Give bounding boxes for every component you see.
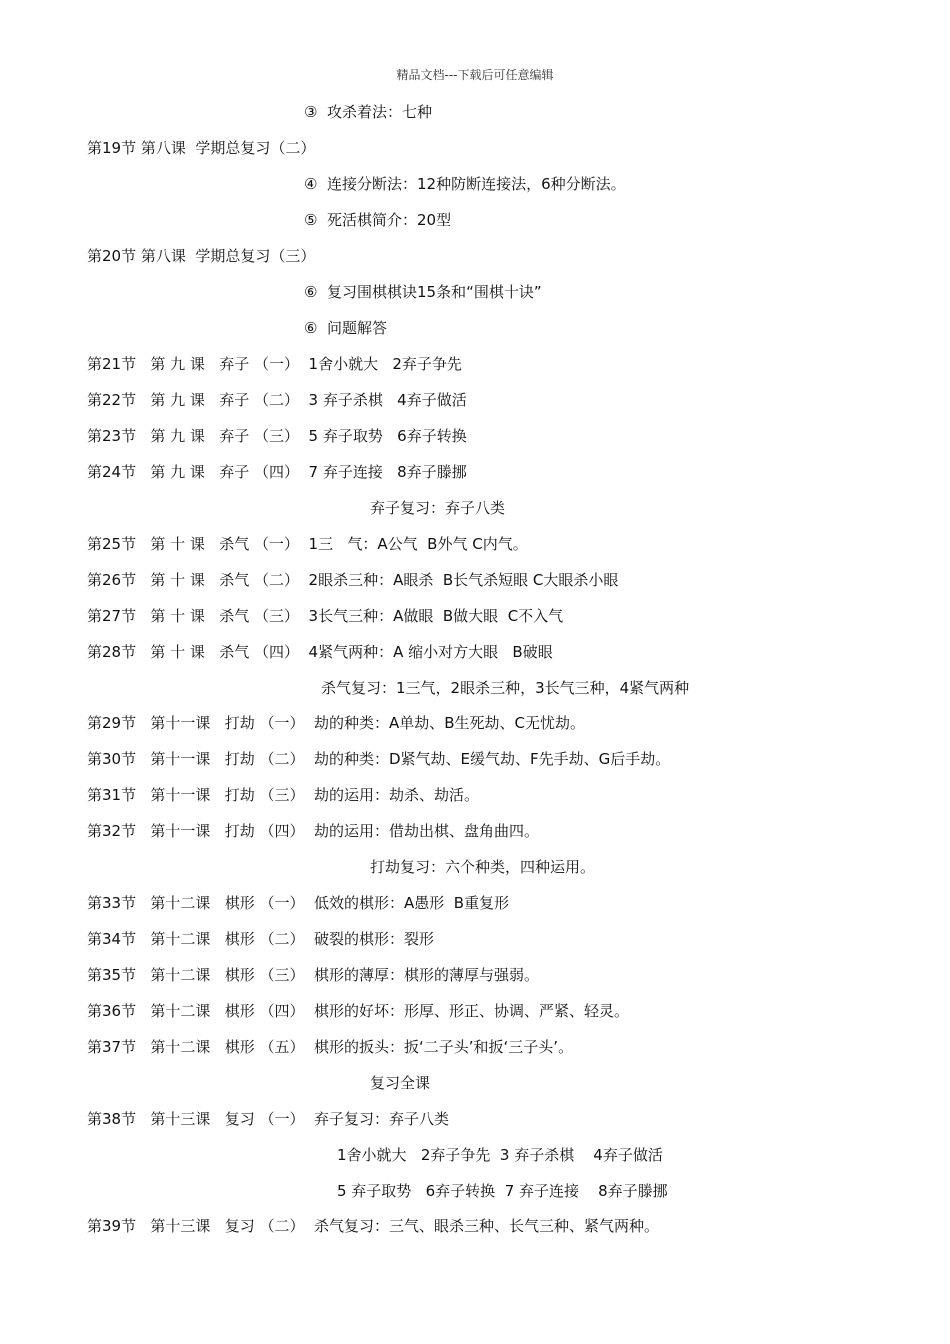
text-line: 第29节 第十一课 打劫 （一） 劫的种类：A单劫、B生死劫、C无忧劫。 bbox=[87, 714, 586, 732]
page-header: 精品文档---下载后可任意编辑 bbox=[396, 68, 554, 82]
text-line: 第19节 第八课 学期总复习（二） bbox=[87, 139, 316, 157]
text-line: 第27节 第 十 课 杀气 （三） 3长气三种：A做眼 B做大眼 C不入气 bbox=[87, 607, 564, 625]
text-line: 弃子复习：弃子八类 bbox=[370, 499, 506, 517]
text-line: ③ 攻杀着法：七种 bbox=[304, 103, 432, 121]
text-line: 第33节 第十二课 棋形 （一） 低效的棋形：A愚形 B重复形 bbox=[87, 894, 510, 912]
text-line: 第20节 第八课 学期总复习（三） bbox=[87, 247, 316, 265]
text-line: 第23节 第 九 课 弃子 （三） 5 弃子取势 6弃子转换 bbox=[87, 427, 467, 445]
text-line: 第30节 第十一课 打劫 （二） 劫的种类：D紧气劫、E缓气劫、F先手劫、G后手劫。 bbox=[87, 750, 671, 768]
text-line: ⑥ 复习围棋棋诀15条和“围棋十诀” bbox=[304, 283, 542, 301]
text-line: 第24节 第 九 课 弃子 （四） 7 弃子连接 8弃子滕挪 bbox=[87, 463, 467, 481]
text-line: 第35节 第十二课 棋形 （三） 棋形的薄厚：棋形的薄厚与强弱。 bbox=[87, 966, 540, 984]
text-line: 第37节 第十二课 棋形 （五） 棋形的扳头：扳‘二子头’和扳‘三子头’。 bbox=[87, 1038, 574, 1056]
text-line: 第36节 第十二课 棋形 （四） 棋形的好坏：形厚、形正、协调、严紧、轻灵。 bbox=[87, 1002, 630, 1020]
text-line: 第38节 第十三课 复习 （一） 弃子复习：弃子八类 bbox=[87, 1110, 450, 1128]
text-line: ⑥ 问题解答 bbox=[304, 319, 387, 337]
text-line: 杀气复习：1三气，2眼杀三种，3长气三种，4紧气两种 bbox=[321, 679, 690, 697]
text-line: 第28节 第 十 课 杀气 （四） 4紧气两种：A 缩小对方大眼 B破眼 bbox=[87, 643, 553, 661]
text-line: 打劫复习：六个种类，四种运用。 bbox=[370, 858, 596, 876]
text-line: 复习全课 bbox=[370, 1074, 431, 1092]
text-line: 第39节 第十三课 复习 （二） 杀气复习：三气、眼杀三种、长气三种、紧气两种。 bbox=[87, 1217, 660, 1235]
text-line: 第32节 第十一课 打劫 （四） 劫的运用：借劫出棋、盘角曲四。 bbox=[87, 822, 540, 840]
text-line: 1舍小就大 2弃子争先 3 弃子杀棋 4弃子做活 bbox=[337, 1146, 663, 1164]
text-line: 第34节 第十二课 棋形 （二） 破裂的棋形：裂形 bbox=[87, 930, 435, 948]
text-line: 第31节 第十一课 打劫 （三） 劫的运用：劫杀、劫活。 bbox=[87, 786, 480, 804]
text-line: ④ 连接分断法：12种防断连接法，6种分断法。 bbox=[304, 175, 626, 193]
text-line: ⑤ 死活棋简介：20型 bbox=[304, 211, 452, 229]
text-line: 5 弃子取势 6弃子转换 7 弃子连接 8弃子滕挪 bbox=[337, 1182, 668, 1200]
text-line: 第26节 第 十 课 杀气 （二） 2眼杀三种：A眼杀 B长气杀短眼 C大眼杀小眼 bbox=[87, 571, 619, 589]
text-line: 第22节 第 九 课 弃子 （二） 3 弃子杀棋 4弃子做活 bbox=[87, 391, 467, 409]
text-line: 第21节 第 九 课 弃子 （一） 1舍小就大 2弃子争先 bbox=[87, 355, 462, 373]
text-line: 第25节 第 十 课 杀气 （一） 1三 气：A公气 B外气 C内气。 bbox=[87, 535, 528, 553]
